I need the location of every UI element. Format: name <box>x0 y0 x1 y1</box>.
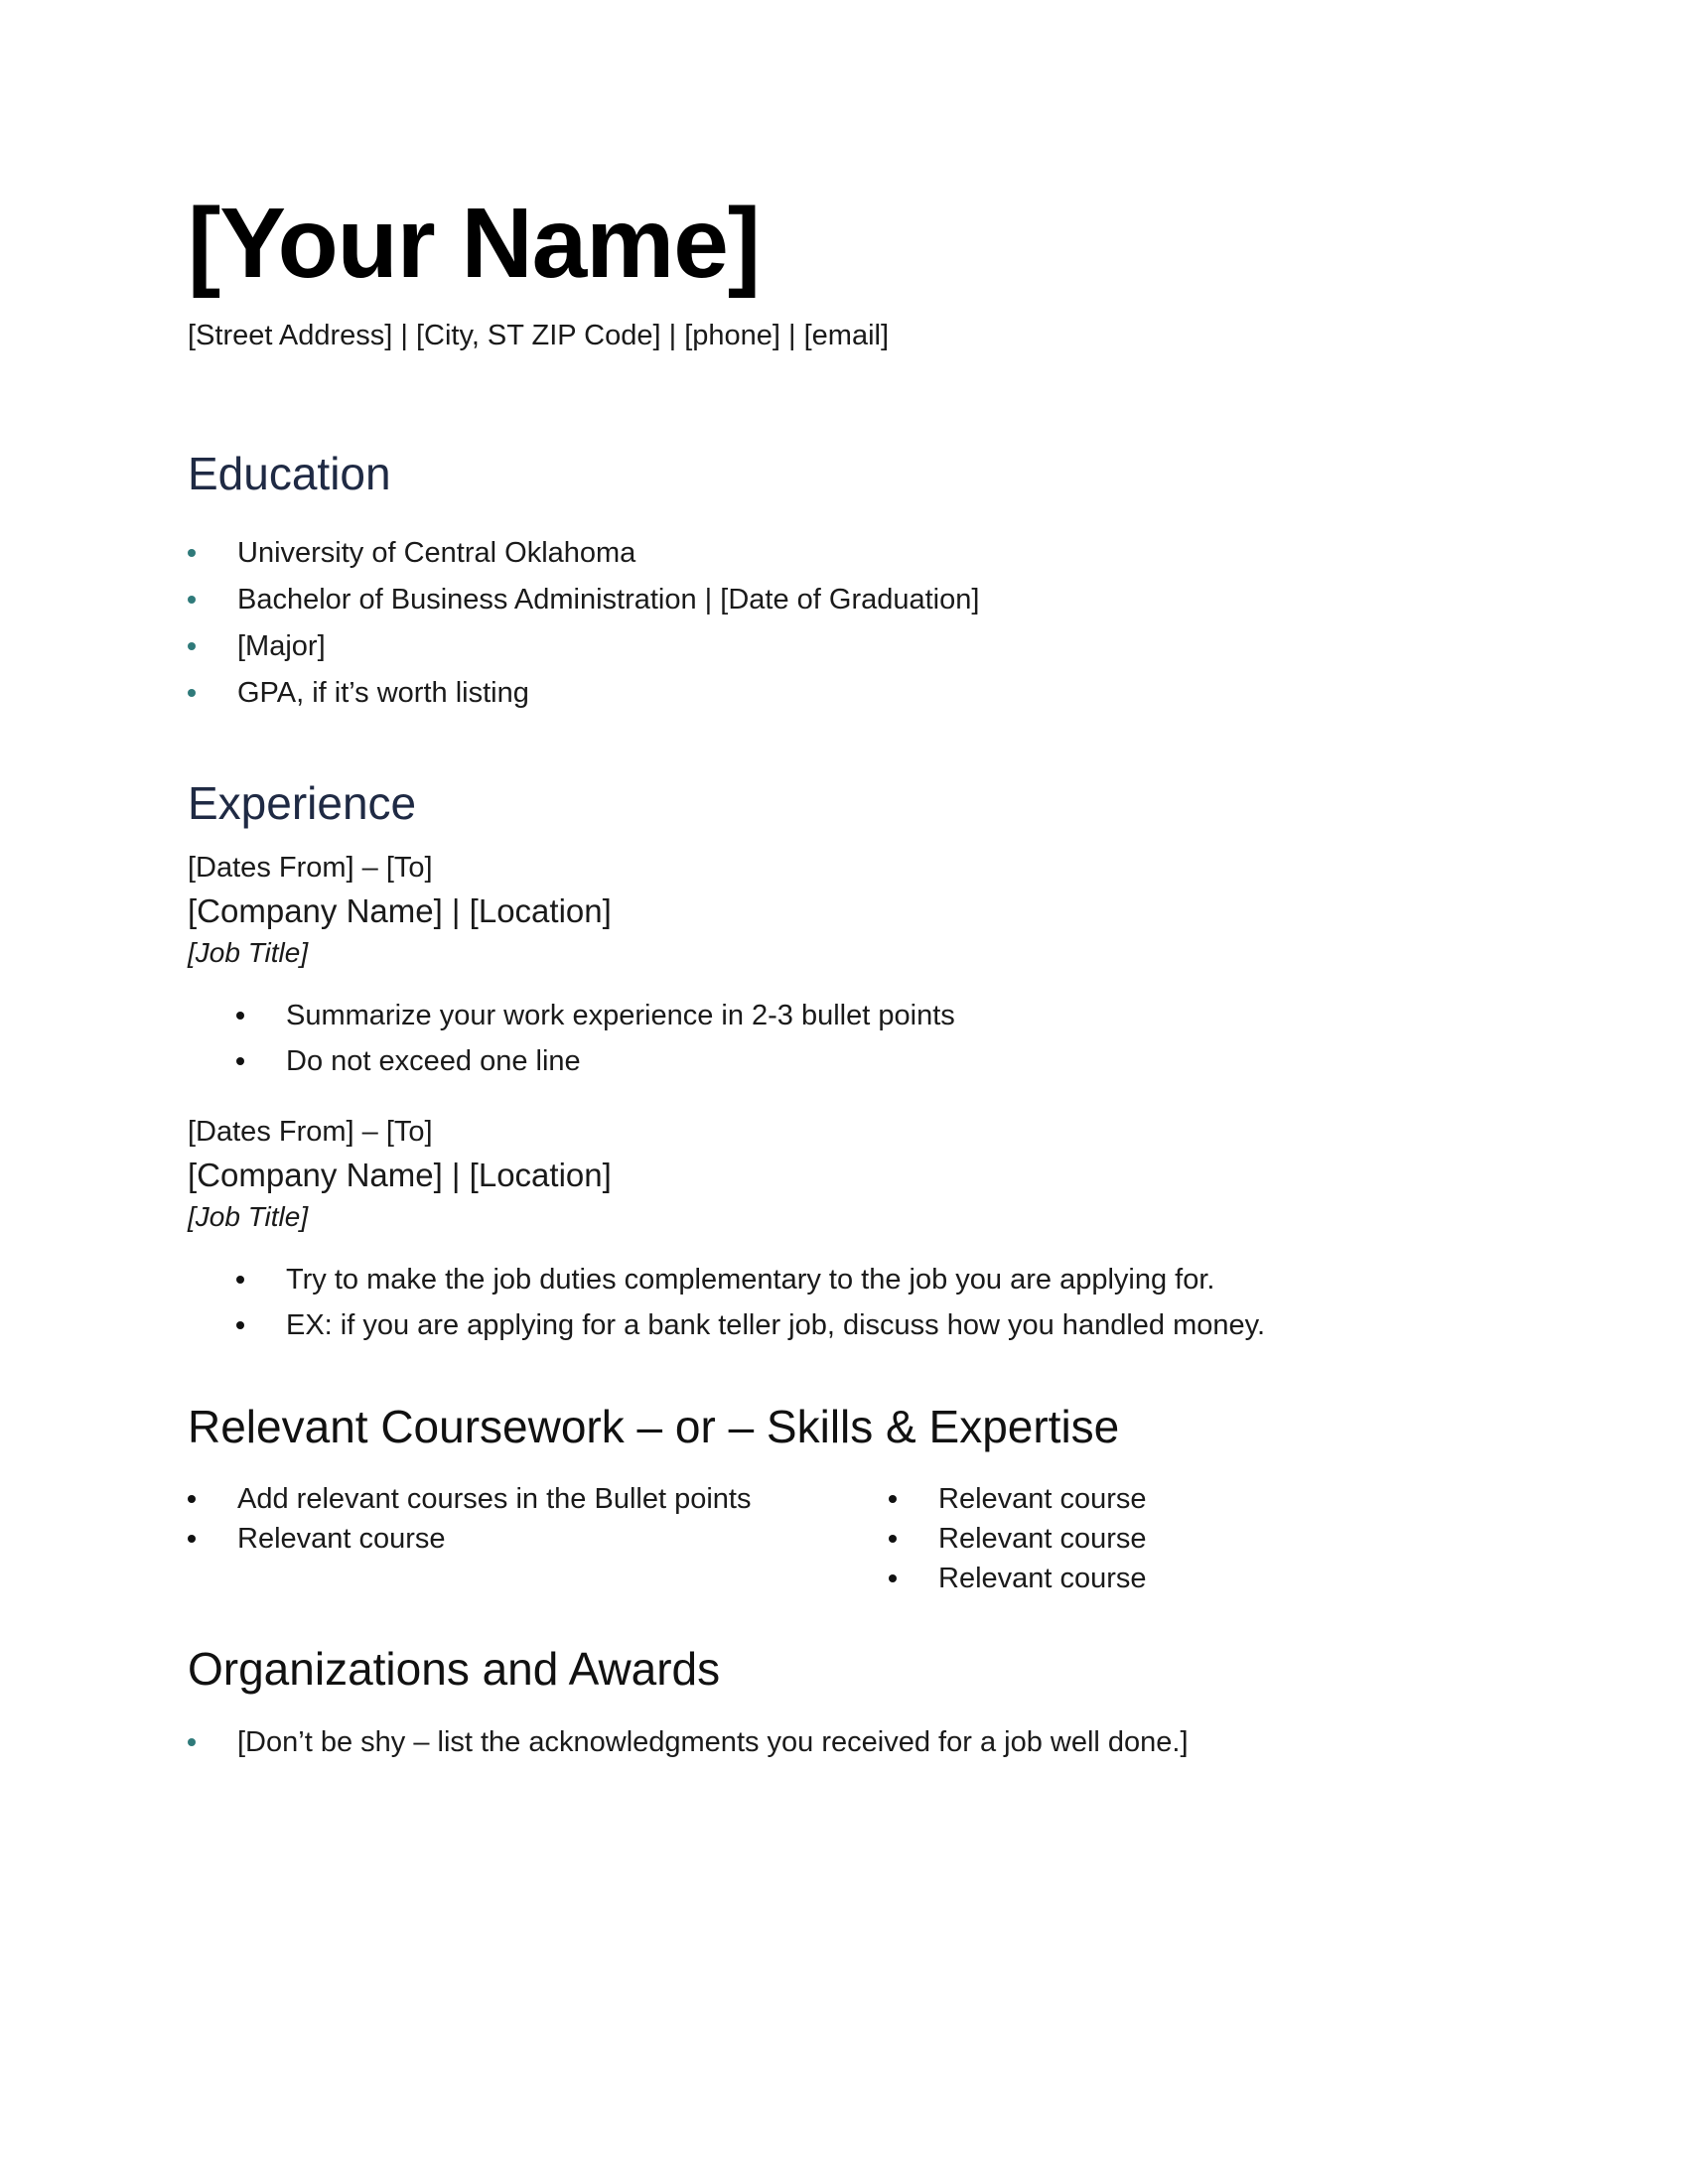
list-item: GPA, if it’s worth listing <box>188 670 1498 717</box>
bullet-icon <box>236 1276 244 1284</box>
job-title: [Job Title] <box>188 1201 309 1232</box>
list-item: EX: if you are applying for a bank teller job, discuss how you handled money. <box>236 1302 1498 1348</box>
job-company: [Company Name] | [Location] <box>188 892 612 929</box>
resume-page <box>188 189 1498 1766</box>
list-item: Add relevant courses in the Bullet points <box>188 1479 751 1519</box>
coursework-list-right <box>889 1479 1147 1598</box>
job-bullets <box>236 993 1498 1084</box>
job-company: [Company Name] | [Location] <box>188 1157 612 1193</box>
bullet-icon <box>236 1321 244 1329</box>
organizations-heading: Organizations and Awards <box>188 1643 721 1695</box>
list-item: Relevant course <box>889 1479 1147 1519</box>
list-item: Relevant course <box>188 1519 751 1559</box>
list-item: University of Central Oklahoma <box>188 530 1498 577</box>
list-item: [Major] <box>188 623 1498 670</box>
job-entry <box>188 1112 1498 1348</box>
job-title: [Job Title] <box>188 937 309 968</box>
coursework-columns <box>188 1479 1498 1608</box>
bullet-icon <box>188 1738 196 1746</box>
bullet-icon <box>236 1057 244 1065</box>
job-dates: [Dates From] – [To] <box>188 1116 433 1148</box>
resume-name: [Your Name] <box>188 188 761 299</box>
job-dates: [Dates From] – [To] <box>188 852 433 884</box>
list-item: Try to make the job duties complementary to the job you are applying for. <box>236 1257 1498 1302</box>
bullet-icon <box>188 1535 196 1543</box>
job-bullets <box>236 1257 1498 1348</box>
list-item: Bachelor of Business Administration | [Date of Graduation] <box>188 577 1498 623</box>
bullet-icon <box>188 642 196 650</box>
bullet-icon <box>188 1495 196 1503</box>
bullet-icon <box>889 1574 897 1582</box>
bullet-icon <box>188 689 196 697</box>
list-item: Relevant course <box>889 1559 1147 1598</box>
contact-line: [Street Address] | [City, ST ZIP Code] | [phone] | [email] <box>188 320 890 351</box>
list-item: Relevant course <box>889 1519 1147 1559</box>
organizations-list <box>188 1719 1498 1766</box>
experience-heading: Experience <box>188 777 417 829</box>
list-item: Do not exceed one line <box>236 1038 1498 1084</box>
bullet-icon <box>236 1012 244 1020</box>
bullet-icon <box>889 1495 897 1503</box>
job-entry <box>188 848 1498 1084</box>
bullet-icon <box>188 549 196 557</box>
list-item: Summarize your work experience in 2-3 bullet points <box>236 993 1498 1038</box>
coursework-list-left <box>188 1479 751 1559</box>
coursework-heading: Relevant Coursework – or – Skills & Expertise <box>188 1401 1120 1452</box>
education-list <box>188 530 1498 717</box>
bullet-icon <box>889 1535 897 1543</box>
list-item: [Don’t be shy – list the acknowledgments you received for a job well done.] <box>188 1719 1498 1766</box>
bullet-icon <box>188 596 196 604</box>
education-heading: Education <box>188 448 391 499</box>
